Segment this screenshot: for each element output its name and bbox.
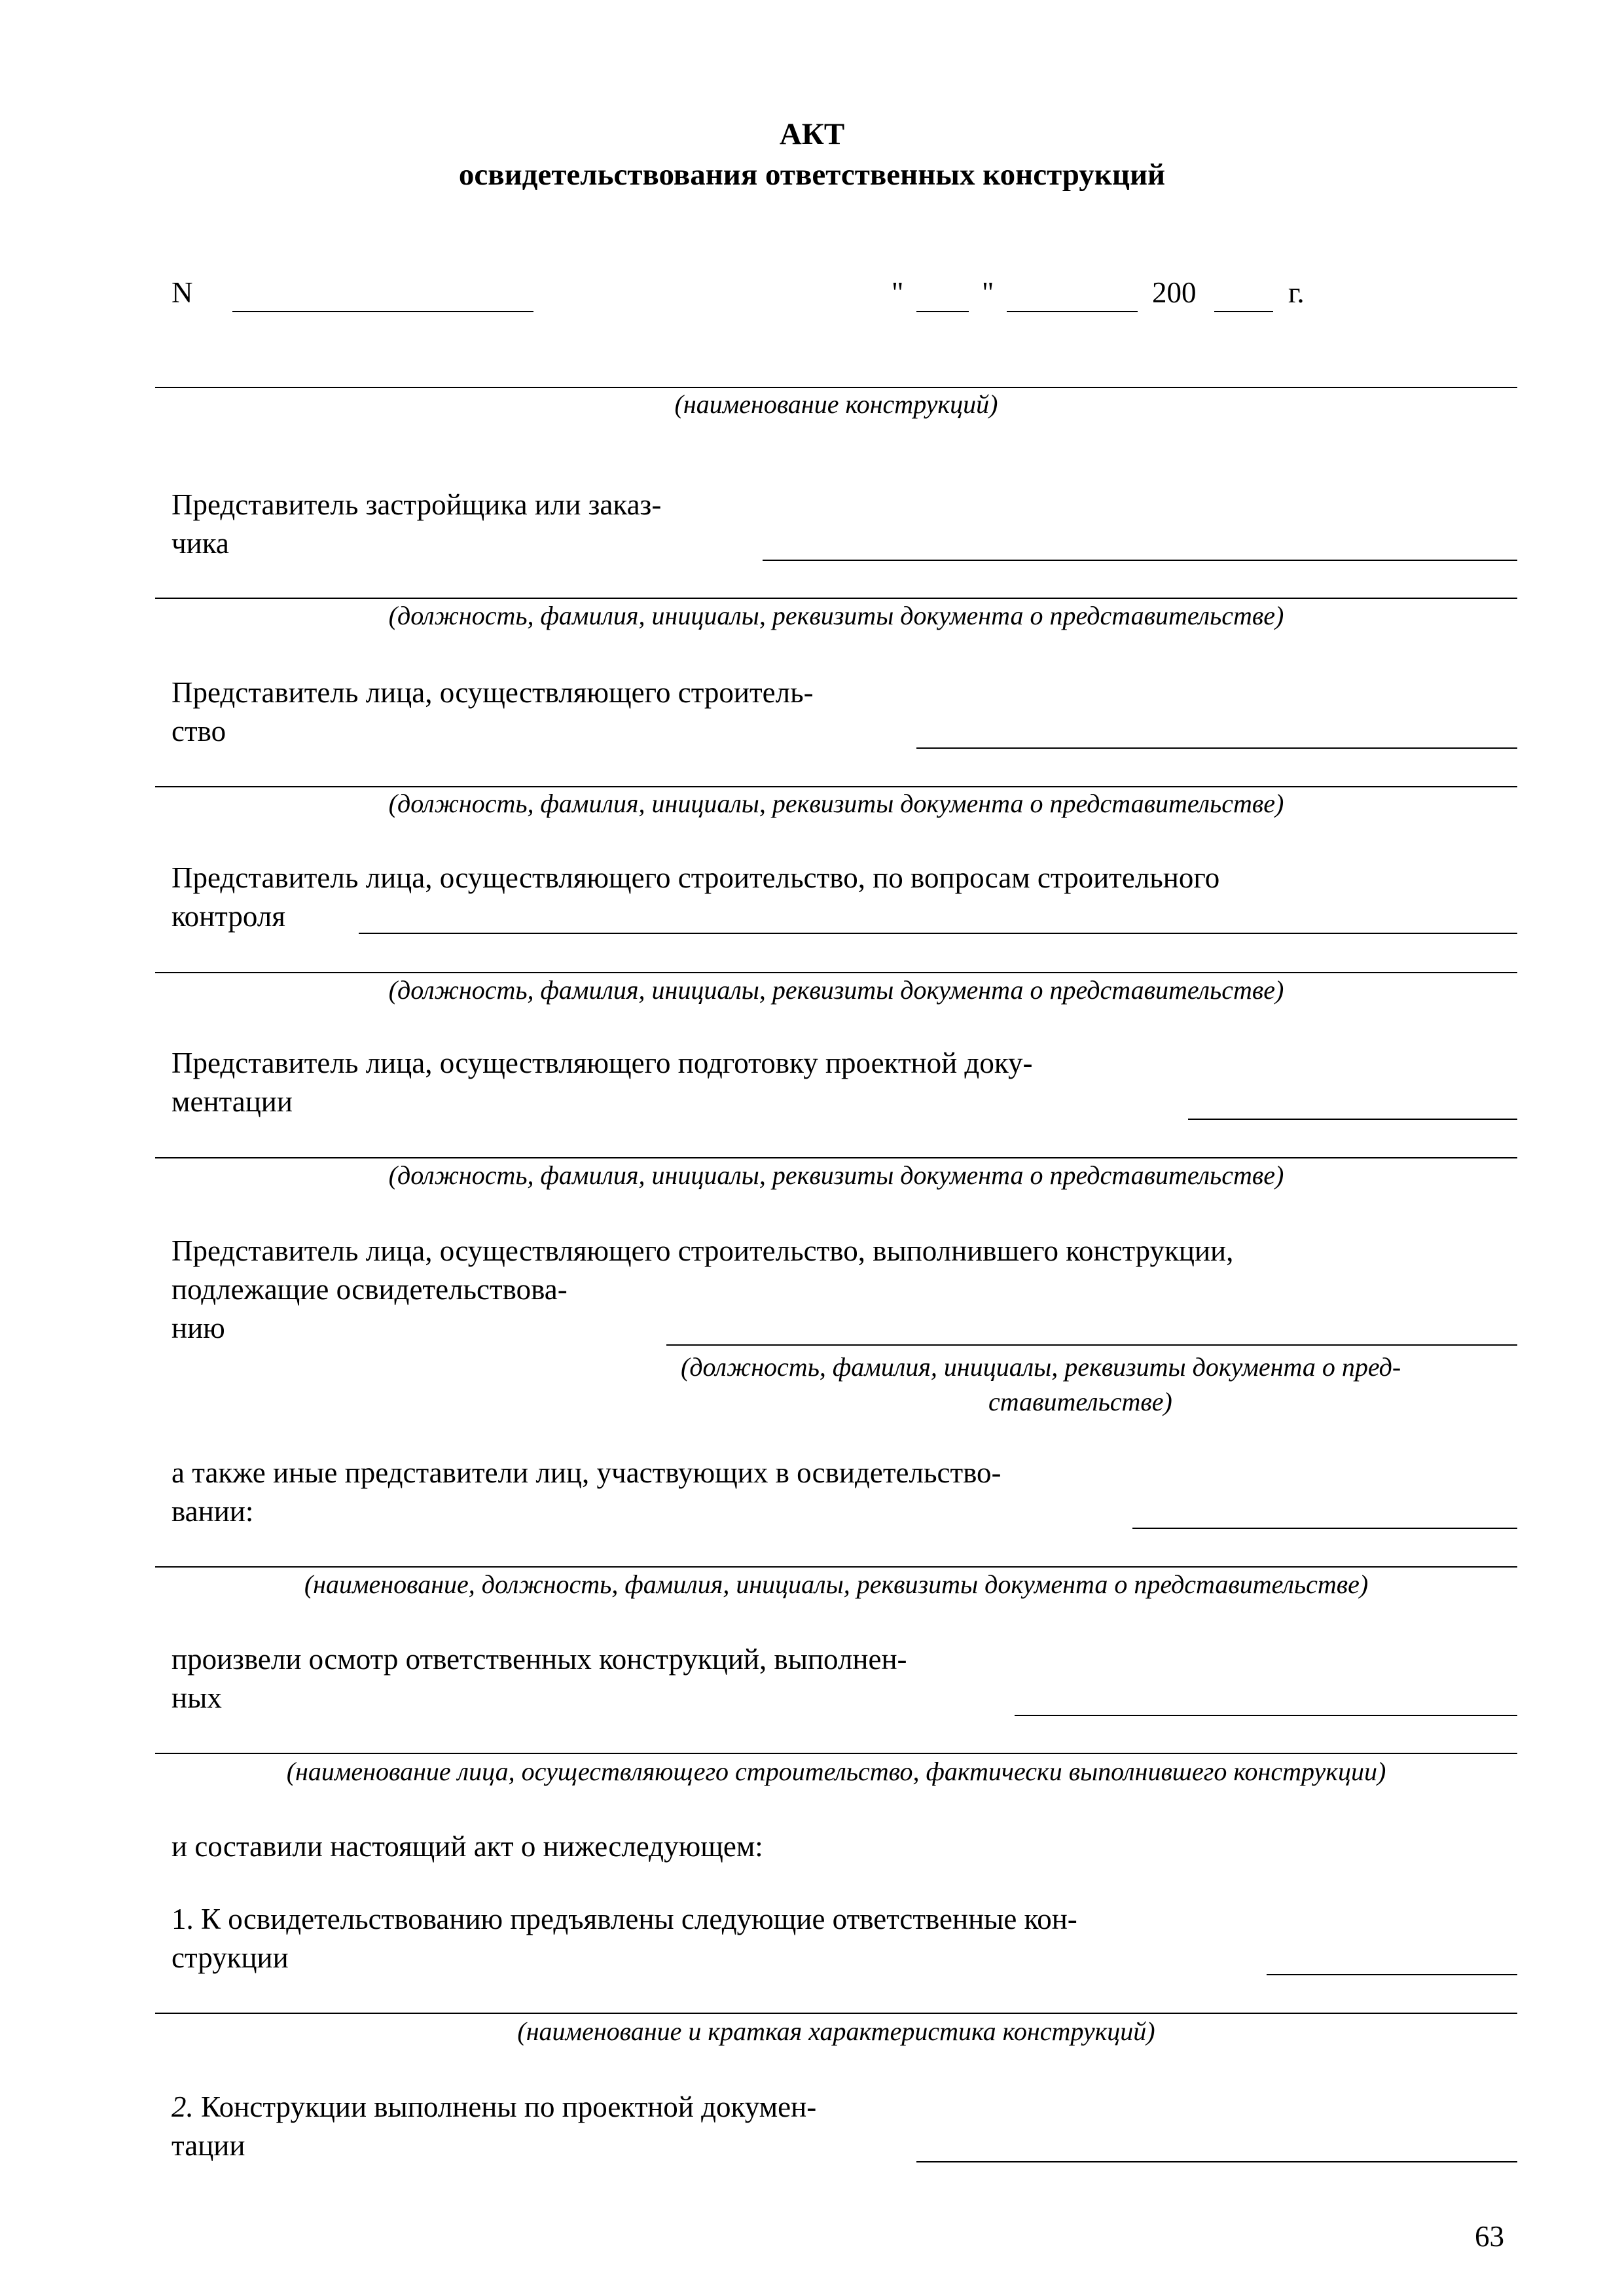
date-year-field[interactable] xyxy=(1214,311,1273,312)
rep-customer-label-line2: чика xyxy=(171,527,229,560)
others-caption: (наименование, должность, фамилия, инициалы, реквизиты документа о представительстве) xyxy=(304,1570,1369,1599)
rep-builder-label-line2: ство xyxy=(171,715,226,747)
item2-field[interactable] xyxy=(916,2161,1517,2162)
rep-builder-field-cont[interactable] xyxy=(155,786,1517,787)
inspected-field[interactable] xyxy=(1015,1715,1517,1716)
item1-label-line2: струкции xyxy=(171,1941,289,1974)
document-title: АКТ xyxy=(779,117,845,151)
date-quote-close: " xyxy=(982,276,994,309)
rep-builder-label-line1: Представитель лица, осуществляющего строитель- xyxy=(171,676,814,709)
item2-label-line1 xyxy=(171,2088,816,2126)
rep-control-label-line1: Представитель лица, осуществляющего строительство, по вопросам строительного xyxy=(171,861,1220,894)
construction-name-caption: (наименование конструкций) xyxy=(674,389,998,419)
date-quote-open: " xyxy=(892,276,904,309)
rep-control-field[interactable] xyxy=(359,933,1517,934)
date-month-field[interactable] xyxy=(1007,311,1138,312)
item1-field-cont[interactable] xyxy=(155,2013,1517,2014)
rep-control-field-cont[interactable] xyxy=(155,972,1517,973)
date-day-field[interactable] xyxy=(916,311,969,312)
date-year-prefix: 200 xyxy=(1152,276,1197,309)
others-label-line1: а также иные представители лиц, участвующих в освидетельство- xyxy=(171,1456,1001,1489)
construction-name-field[interactable] xyxy=(155,387,1517,388)
others-label-line2: вании: xyxy=(171,1495,254,1528)
date-year-suffix: г. xyxy=(1288,276,1305,309)
rep-design-label-line2: ментации xyxy=(171,1085,293,1118)
rep-builder-caption: (должность, фамилия, инициалы, реквизиты документа о представительстве) xyxy=(388,789,1284,818)
item2-text: Конструкции выполнены по проектной докумен- xyxy=(193,2090,817,2123)
rep-design-caption: (должность, фамилия, инициалы, реквизиты документа о представительстве) xyxy=(388,1160,1284,1190)
rep-customer-caption: (должность, фамилия, инициалы, реквизиты документа о представительстве) xyxy=(388,601,1284,630)
rep-customer-label-line1: Представитель застройщика или заказ- xyxy=(171,488,662,521)
rep-builder-field[interactable] xyxy=(916,747,1517,749)
compiled-statement: и составили настоящий акт о нижеследующем: xyxy=(171,1830,763,1863)
number-label: N xyxy=(171,276,193,309)
others-field[interactable] xyxy=(1132,1528,1517,1529)
page-number: 63 xyxy=(1475,2220,1504,2253)
inspected-label-line1: произвели осмотр ответственных конструкций, выполнен- xyxy=(171,1643,907,1676)
rep-performer-label-line1: Представитель лица, осуществляющего строительство, выполнившего конструкции, xyxy=(171,1234,1234,1267)
rep-performer-label-line2: подлежащие освидетельствова- xyxy=(171,1273,568,1306)
rep-performer-label-line3: нию xyxy=(171,1312,225,1344)
rep-performer-field[interactable] xyxy=(666,1344,1517,1346)
rep-design-label-line1: Представитель лица, осуществляющего подготовку проектной доку- xyxy=(171,1047,1033,1079)
rep-customer-field-cont[interactable] xyxy=(155,598,1517,599)
number-field[interactable] xyxy=(232,311,533,312)
rep-design-field-cont[interactable] xyxy=(155,1157,1517,1158)
rep-customer-field[interactable] xyxy=(763,560,1517,561)
rep-design-field[interactable] xyxy=(1188,1119,1517,1120)
rep-control-label-line2: контроля xyxy=(171,900,285,933)
inspected-caption: (наименование лица, осуществляющего строительство, фактически выполнившего конструкции) xyxy=(286,1757,1386,1786)
item2-number: 2. xyxy=(171,2090,194,2123)
rep-performer-caption-line1: (должность, фамилия, инициалы, реквизиты документа о пред- xyxy=(681,1352,1401,1382)
inspected-label-line2: ных xyxy=(171,1681,222,1714)
others-field-cont[interactable] xyxy=(155,1566,1517,1568)
item1-field[interactable] xyxy=(1267,1974,1517,1975)
item1-caption: (наименование и краткая характеристика конструкций) xyxy=(517,2017,1155,2046)
document-subtitle: освидетельствования ответственных конструкций xyxy=(458,158,1166,192)
item1-label-line1: 1. К освидетельствованию предъявлены следующие ответственные кон- xyxy=(171,1903,1077,1935)
rep-control-caption: (должность, фамилия, инициалы, реквизиты документа о представительстве) xyxy=(388,975,1284,1005)
inspected-field-cont[interactable] xyxy=(155,1753,1517,1754)
rep-performer-caption-line2: ставительстве) xyxy=(988,1387,1172,1416)
item2-label-line2: тации xyxy=(171,2129,245,2162)
